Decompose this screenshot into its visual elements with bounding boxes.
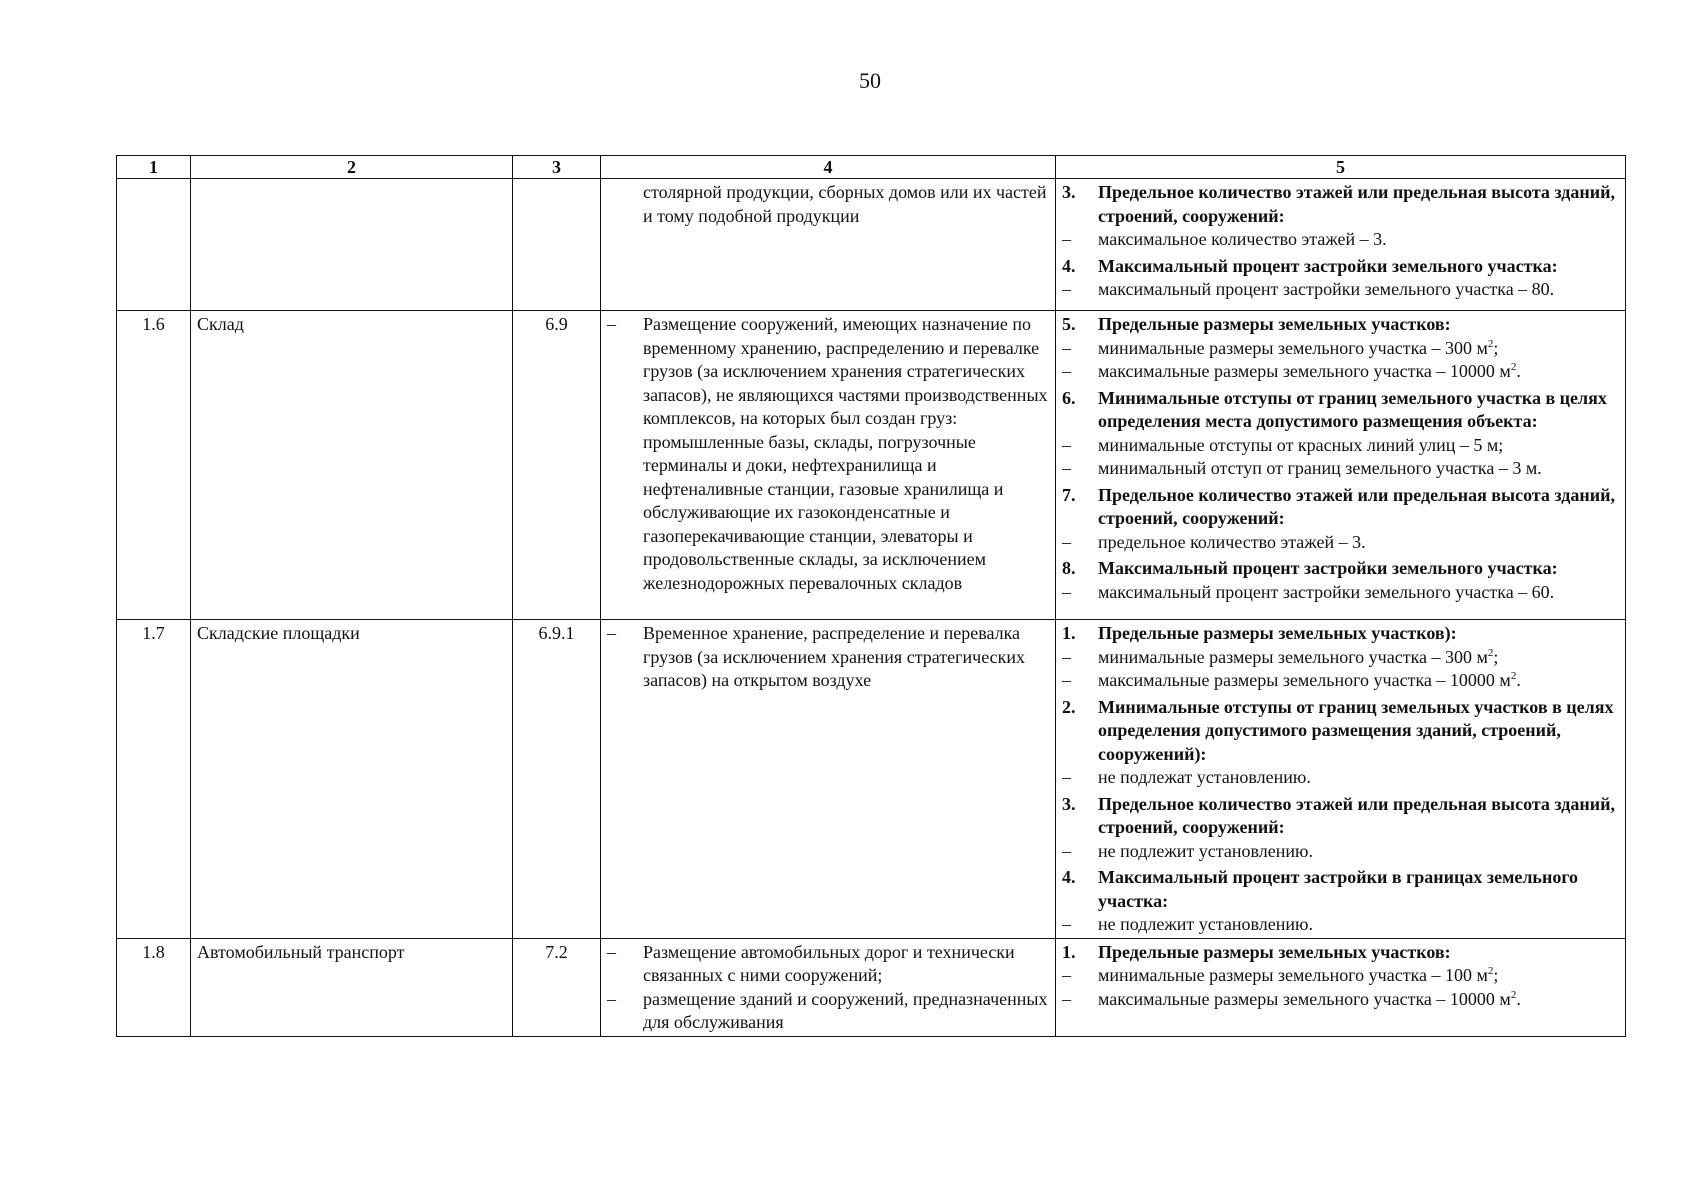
- item-text: [1098, 766, 1619, 790]
- item-text: [1098, 360, 1619, 384]
- parameter-value: [1062, 988, 1619, 1012]
- parameter-heading: [1062, 313, 1619, 337]
- parameter-value: [1062, 964, 1619, 988]
- item-text-main: максимальное количество этажей – 3.: [1098, 229, 1387, 249]
- item-text: [1098, 988, 1619, 1012]
- item-text: [1098, 646, 1619, 670]
- item-text-main: Минимальные отступы от границ земельных участков в целях определения допустимого размещения зданий, строений, сооружений):: [1098, 696, 1614, 764]
- item-text-main: не подлежит установлению.: [1098, 840, 1313, 861]
- item-text-main: предельное количество этажей – 3.: [1098, 531, 1366, 552]
- table-row: [117, 311, 1626, 620]
- header-cell: 2: [191, 156, 513, 179]
- item-text-main: максимальный процент застройки земельного участка – 80.: [1098, 279, 1555, 299]
- description-item: [607, 181, 1049, 228]
- superscript: 2: [1510, 670, 1517, 682]
- header-cell: 4: [601, 156, 1056, 179]
- description-item: [607, 622, 1049, 693]
- item-text: [1098, 457, 1619, 481]
- item-text: [1098, 313, 1619, 337]
- table-body: [117, 179, 1626, 1037]
- item-text: [1098, 622, 1619, 646]
- parameters: [1056, 311, 1626, 620]
- parameter-value: [1062, 840, 1619, 864]
- land-use-code: 7.2: [513, 938, 601, 1036]
- regulations-table: [116, 155, 1626, 1037]
- parameter-heading: [1062, 387, 1619, 434]
- item-marker: –: [1062, 914, 1071, 934]
- item-text-suffix: ;: [1493, 646, 1499, 667]
- item-text-main: Минимальные отступы от границ земельного участка в целях определения места допустимого размещения объекта:: [1098, 387, 1607, 431]
- use-description: [601, 938, 1056, 1036]
- item-marker: –: [607, 941, 616, 962]
- item-marker: 7.: [1062, 484, 1076, 505]
- item-marker: 8.: [1062, 558, 1076, 578]
- header-cell: 5: [1056, 156, 1626, 179]
- item-text-main: Предельные размеры земельных участков:: [1098, 314, 1451, 334]
- superscript: 2: [1487, 965, 1494, 977]
- row-number: 1.6: [117, 311, 191, 620]
- parameter-value: [1062, 766, 1619, 790]
- parameter-heading: [1062, 941, 1619, 965]
- item-marker: 2.: [1062, 696, 1076, 717]
- item-text: размещение зданий и сооружений, предназначенных для обслуживания: [643, 988, 1048, 1032]
- item-text-main: максимальные размеры земельного участка – 10000 м: [1098, 670, 1511, 690]
- use-description: [601, 311, 1056, 620]
- header-cell: 3: [513, 156, 601, 179]
- item-text-main: минимальные отступы от красных линий улиц – 5 м;: [1098, 434, 1504, 455]
- item-text-suffix: ;: [1493, 965, 1499, 985]
- description-item: [607, 941, 1049, 988]
- item-text: Размещение автомобильных дорог и технически связанных с ними сооружений;: [643, 941, 1015, 985]
- item-marker: [607, 181, 643, 228]
- item-text: [1098, 387, 1619, 434]
- item-marker: 3.: [1062, 793, 1076, 814]
- item-text: [1098, 840, 1619, 864]
- parameters: [1056, 938, 1626, 1036]
- use-description: [601, 620, 1056, 939]
- item-text-suffix: .: [1516, 988, 1521, 1009]
- item-text: столярной продукции, сборных домов или их частей и тому подобной продукции: [643, 182, 1047, 226]
- land-use-name: Складские площадки: [191, 620, 513, 939]
- parameter-heading: [1062, 866, 1619, 913]
- item-text: [1098, 337, 1619, 361]
- superscript: 2: [1487, 337, 1494, 350]
- item-text-main: не подлежит установлению.: [1098, 914, 1313, 934]
- item-text: Размещение сооружений, имеющих назначение по временному хранению, распределению и перевалке грузов (за исключением хранения стратегических запасов), не являющихся частями производственных комплексов, на которых был создан груз: промышленные базы, склады, погрузочные терминалы и доки, нефтехранилища и нефтеналивные станции, газовые хранилища и обслуживающие их газоконденсатные и газоперекачивающие станции, элеваторы и продовольственные склады, за исключением железнодорожных перевалочных складов: [643, 314, 1048, 593]
- page-number: 50: [859, 68, 881, 93]
- parameter-value: [1062, 913, 1619, 937]
- item-text-suffix: ;: [1493, 337, 1499, 358]
- parameter-value: [1062, 669, 1619, 693]
- item-marker: –: [1062, 229, 1071, 249]
- table-header-row: [117, 156, 1626, 179]
- item-text: [1098, 793, 1619, 840]
- parameter-heading: [1062, 793, 1619, 840]
- parameter-value: [1062, 434, 1619, 458]
- item-marker: –: [607, 623, 616, 643]
- item-text-main: Предельные размеры земельных участков:: [1098, 941, 1451, 962]
- item-marker: –: [1062, 361, 1071, 381]
- item-text: [1098, 866, 1619, 913]
- item-text: [1098, 913, 1619, 937]
- item-text-main: максимальные размеры земельного участка – 10000 м: [1098, 988, 1511, 1009]
- item-text: Временное хранение, распределение и перевалка грузов (за исключением хранения стратегических запасов) на открытом воздухе: [643, 623, 1026, 690]
- land-use-code: 6.9.1: [513, 620, 601, 939]
- item-marker: –: [607, 988, 616, 1009]
- parameter-value: [1062, 581, 1619, 605]
- header-cell: 1: [117, 156, 191, 179]
- item-text: [1098, 228, 1619, 252]
- item-marker: 4.: [1062, 867, 1076, 887]
- item-text-main: минимальные размеры земельного участка – 300 м: [1098, 646, 1488, 667]
- item-text-main: минимальные размеры земельного участка – 100 м: [1098, 965, 1488, 985]
- land-use-name: [191, 179, 513, 311]
- item-text: [1098, 278, 1619, 302]
- item-marker: –: [1062, 767, 1071, 787]
- item-text-main: максимальные размеры земельного участка – 10000 м: [1098, 361, 1511, 381]
- item-text: [1098, 557, 1619, 581]
- superscript: 2: [1510, 361, 1517, 373]
- parameters: [1056, 179, 1626, 311]
- item-marker: –: [1062, 581, 1071, 602]
- item-text-main: максимальный процент застройки земельного участка – 60.: [1098, 581, 1555, 602]
- table-row: [117, 938, 1626, 1036]
- item-text-main: не подлежат установлению.: [1098, 767, 1311, 787]
- item-text: [1098, 181, 1619, 228]
- item-marker: 3.: [1062, 182, 1076, 202]
- item-text: [1098, 255, 1619, 279]
- item-text: [1098, 434, 1619, 458]
- land-use-name: Склад: [191, 311, 513, 620]
- description-item: [607, 988, 1049, 1035]
- parameter-value: [1062, 646, 1619, 670]
- land-use-name: Автомобильный транспорт: [191, 938, 513, 1036]
- item-marker: 5.: [1062, 314, 1076, 334]
- item-text: [1098, 941, 1619, 965]
- item-text: [1098, 484, 1619, 531]
- row-number: 1.8: [117, 938, 191, 1036]
- parameter-value: [1062, 457, 1619, 481]
- table-row: [117, 620, 1626, 939]
- item-marker: –: [1062, 279, 1071, 299]
- item-text: [1098, 669, 1619, 693]
- parameter-heading: [1062, 484, 1619, 531]
- item-marker: –: [1062, 670, 1071, 690]
- use-description: [601, 179, 1056, 311]
- land-use-code: [513, 179, 601, 311]
- superscript: 2: [1487, 646, 1494, 659]
- item-text-main: Предельное количество этажей или предельная высота зданий, строений, сооружений:: [1098, 182, 1616, 226]
- parameters: [1056, 620, 1626, 939]
- item-text-main: минимальный отступ от границ земельного участка – 3 м.: [1098, 458, 1542, 478]
- parameter-heading: [1062, 255, 1619, 279]
- item-marker: –: [1062, 337, 1071, 358]
- item-text: [1098, 696, 1619, 767]
- item-text: [1098, 581, 1619, 605]
- parameter-value: [1062, 278, 1619, 302]
- item-text-main: Предельные размеры земельных участков):: [1098, 623, 1457, 643]
- item-text-main: Максимальный процент застройки земельного участка:: [1098, 255, 1558, 276]
- parameter-value: [1062, 360, 1619, 384]
- item-marker: –: [1062, 531, 1071, 552]
- item-text-main: Предельное количество этажей или предельная высота зданий, строений, сооружений:: [1098, 793, 1616, 837]
- parameter-heading: [1062, 181, 1619, 228]
- item-text-suffix: .: [1516, 670, 1521, 690]
- item-marker: –: [1062, 434, 1071, 455]
- item-text: [1098, 531, 1619, 555]
- item-text-main: Предельное количество этажей или предельная высота зданий, строений, сооружений:: [1098, 484, 1616, 528]
- parameter-value: [1062, 228, 1619, 252]
- table-row: [117, 179, 1626, 311]
- description-item: [607, 313, 1049, 595]
- item-text-suffix: .: [1516, 361, 1521, 381]
- item-text-main: минимальные размеры земельного участка – 300 м: [1098, 337, 1488, 358]
- item-marker: 1.: [1062, 623, 1076, 643]
- item-marker: –: [1062, 458, 1071, 478]
- parameter-heading: [1062, 622, 1619, 646]
- parameter-value: [1062, 337, 1619, 361]
- item-marker: 6.: [1062, 387, 1076, 408]
- item-marker: –: [1062, 646, 1071, 667]
- item-text-main: Максимальный процент застройки в границах земельного участка:: [1098, 867, 1579, 911]
- parameter-heading: [1062, 557, 1619, 581]
- row-number: [117, 179, 191, 311]
- item-marker: –: [1062, 840, 1071, 861]
- item-marker: –: [1062, 988, 1071, 1009]
- item-marker: –: [607, 314, 616, 334]
- superscript: 2: [1510, 988, 1517, 1001]
- item-marker: 4.: [1062, 255, 1076, 276]
- land-use-code: 6.9: [513, 311, 601, 620]
- item-marker: 1.: [1062, 941, 1076, 962]
- item-marker: –: [1062, 965, 1071, 985]
- row-number: 1.7: [117, 620, 191, 939]
- parameter-value: [1062, 531, 1619, 555]
- item-text: [1098, 964, 1619, 988]
- item-text-main: Максимальный процент застройки земельного участка:: [1098, 558, 1558, 578]
- parameter-heading: [1062, 696, 1619, 767]
